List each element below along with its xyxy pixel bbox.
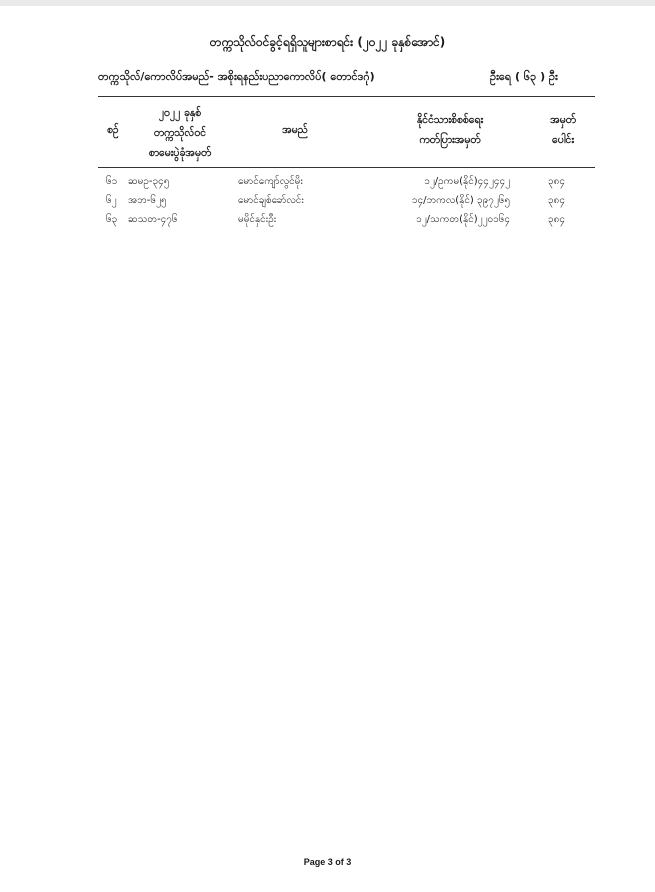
table-top-rule [98,96,595,97]
row-roll-number: အဘ-၆၂၅ [128,195,167,206]
header-roll-line2: တက္ကသိုလ်ဝင် [153,127,207,139]
header-roll-number [130,103,230,163]
row-roll-number: ဆမဥ-၃၄၅ [128,176,170,187]
row-no: ၆၃ [106,214,118,225]
header-nrc [380,110,520,150]
header-bottom-rule [98,167,595,168]
header-mark-line1: အမှတ် [550,114,576,126]
header-nrc-line1: နိုင်ငံသားစိစစ်ရေး [416,114,484,126]
row-nrc: ၁၂/ဥကမ(နိုင်)၄၄၂၄၄၂ [424,176,510,187]
header-nrc-line2: ကတ်ပြားအမှတ် [419,134,481,146]
table-row [0,191,655,210]
header-roll-line1: ၂၀၂၂ ခုနှစ် [158,107,202,119]
header-roll-line3: စာမေးပွဲခုံအမှတ် [148,147,212,159]
row-name: မမိုင်နှင်းဦး [238,214,277,225]
row-name: မောင်ကျော်လွင်မိုး [238,176,303,187]
row-no: ၆၁ [106,176,118,187]
student-count: ဦးရေ ( ၆၃ ) ဦး [490,70,558,83]
row-total-marks: ၃၈၄ [548,195,565,206]
header-mark-line2: ပေါင်း [552,134,574,146]
header-no: စဉ် [107,124,119,136]
table-row [0,210,655,229]
row-roll-number: ဆသတ-၄၇၆ [128,214,178,225]
table-body [0,172,655,229]
row-total-marks: ၃၈၄ [548,176,565,187]
college-label: တက္ကသိုလ်/ကောလိပ်အမည်- အစိုးရနည်းပညာကောလိပ်( တောင်ဒဂုံ) [98,70,375,83]
document-title: တက္ကသိုလ်ဝင်ခွင့်ရရှိသူများစာရင်း (၂၀၂၂ ခုနှစ်အောင်) [209,35,446,49]
header-name: အမည် [282,124,308,136]
row-total-marks: ၃၈၄ [548,214,565,225]
table-row [0,172,655,191]
row-no: ၆၂ [106,195,117,206]
document-page [0,6,655,892]
page-number: Page 3 of 3 [303,857,352,867]
header-total-marks [532,110,594,150]
row-nrc: ၁၂/သကတ(နိုင်)၂၂၀၁၆၄ [416,214,510,225]
row-name: မောင်ချစ်ခော်လင်း [238,195,304,206]
row-nrc: ၁၄/ဘကလ(နိုင်) ၃၉၇၂၆၅ [411,195,510,206]
